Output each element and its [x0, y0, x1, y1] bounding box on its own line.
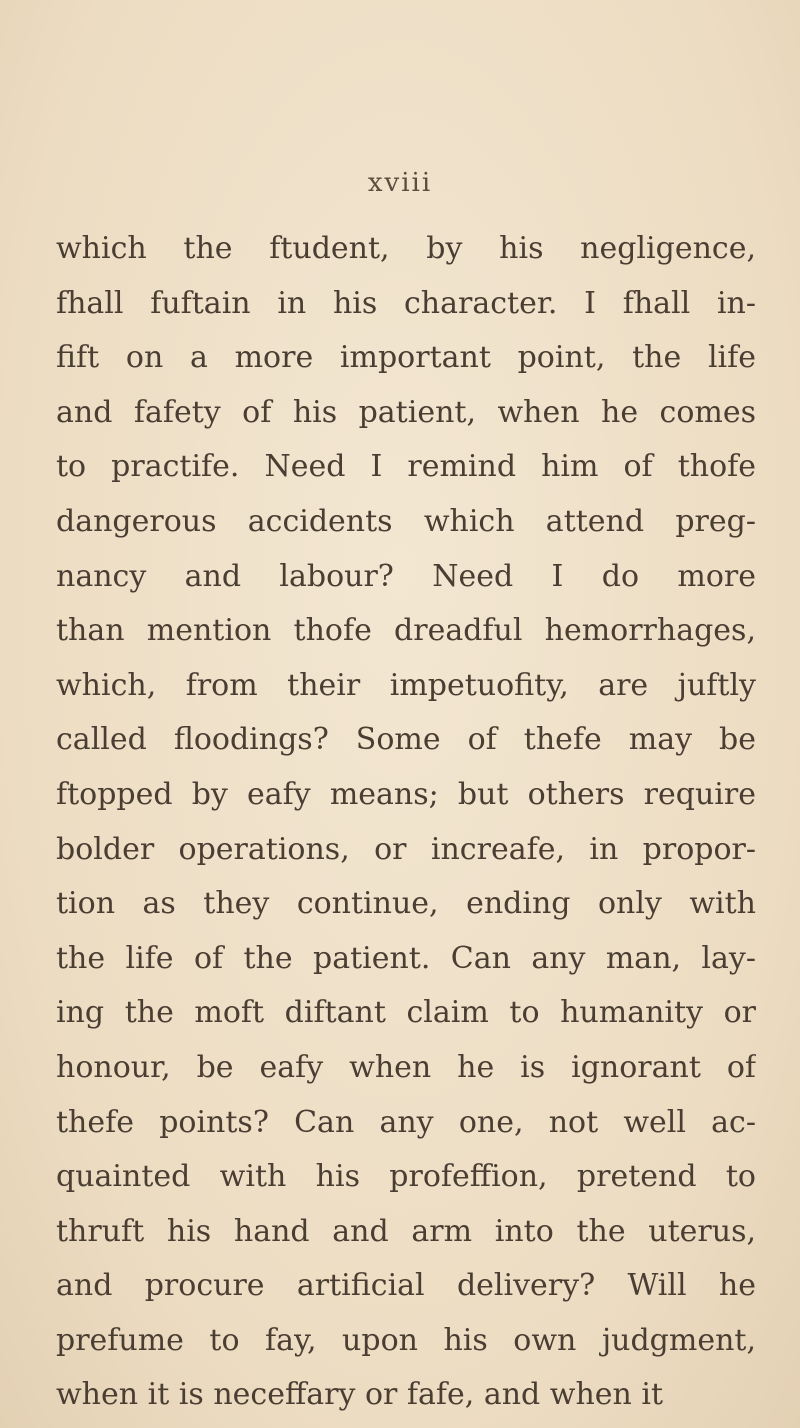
text-line-9: which, from their impetuofity, are juftly	[56, 667, 756, 703]
text-line-15: ing the moft diftant claim to humanity or	[56, 995, 756, 1031]
text-line-12: bolder operations, or increafe, in propor-	[56, 831, 756, 867]
text-line-17: thefe points? Can any one, not well ac-	[56, 1104, 756, 1140]
text-line-6: dangerous accidents which attend preg-	[56, 503, 756, 539]
text-line-18: quainted with his profeffion, pretend to	[56, 1159, 756, 1195]
text-line-14: the life of the patient. Can any man, lay-	[56, 940, 756, 976]
text-line-1: which the ftudent, by his negligence,	[56, 231, 756, 266]
text-line-8: than mention thofe dreadful hemorrhages,	[56, 613, 756, 649]
text-line-3: fift on a more important point, the life	[56, 340, 756, 376]
text-line-20: and procure artificial delivery? Will he	[56, 1268, 756, 1304]
text-line-19: thruft his hand and arm into the uterus,	[56, 1213, 756, 1249]
body-text	[56, 222, 756, 1423]
text-line-11: ftopped by eafy means; but others require	[56, 776, 756, 812]
text-line-5: to practife. Need I remind him of thofe	[56, 449, 756, 485]
text-line-7: nancy and labour? Need I do more	[56, 558, 756, 594]
text-line-2: fhall fuftain in his character. I fhall in-	[56, 285, 756, 321]
page-number: xviii	[367, 168, 433, 198]
text-line-10: called floodings? Some of thefe may be	[56, 722, 756, 758]
text-line-22: when it is neceffary or fafe, and when it	[56, 1377, 664, 1413]
text-line-21: prefume to fay, upon his own judgment,	[56, 1322, 756, 1358]
text-line-16: honour, be eafy when he is ignorant of	[56, 1049, 756, 1085]
text-line-13: tion as they continue, ending only with	[56, 886, 756, 922]
text-line-4: and fafety of his patient, when he comes	[56, 394, 756, 430]
